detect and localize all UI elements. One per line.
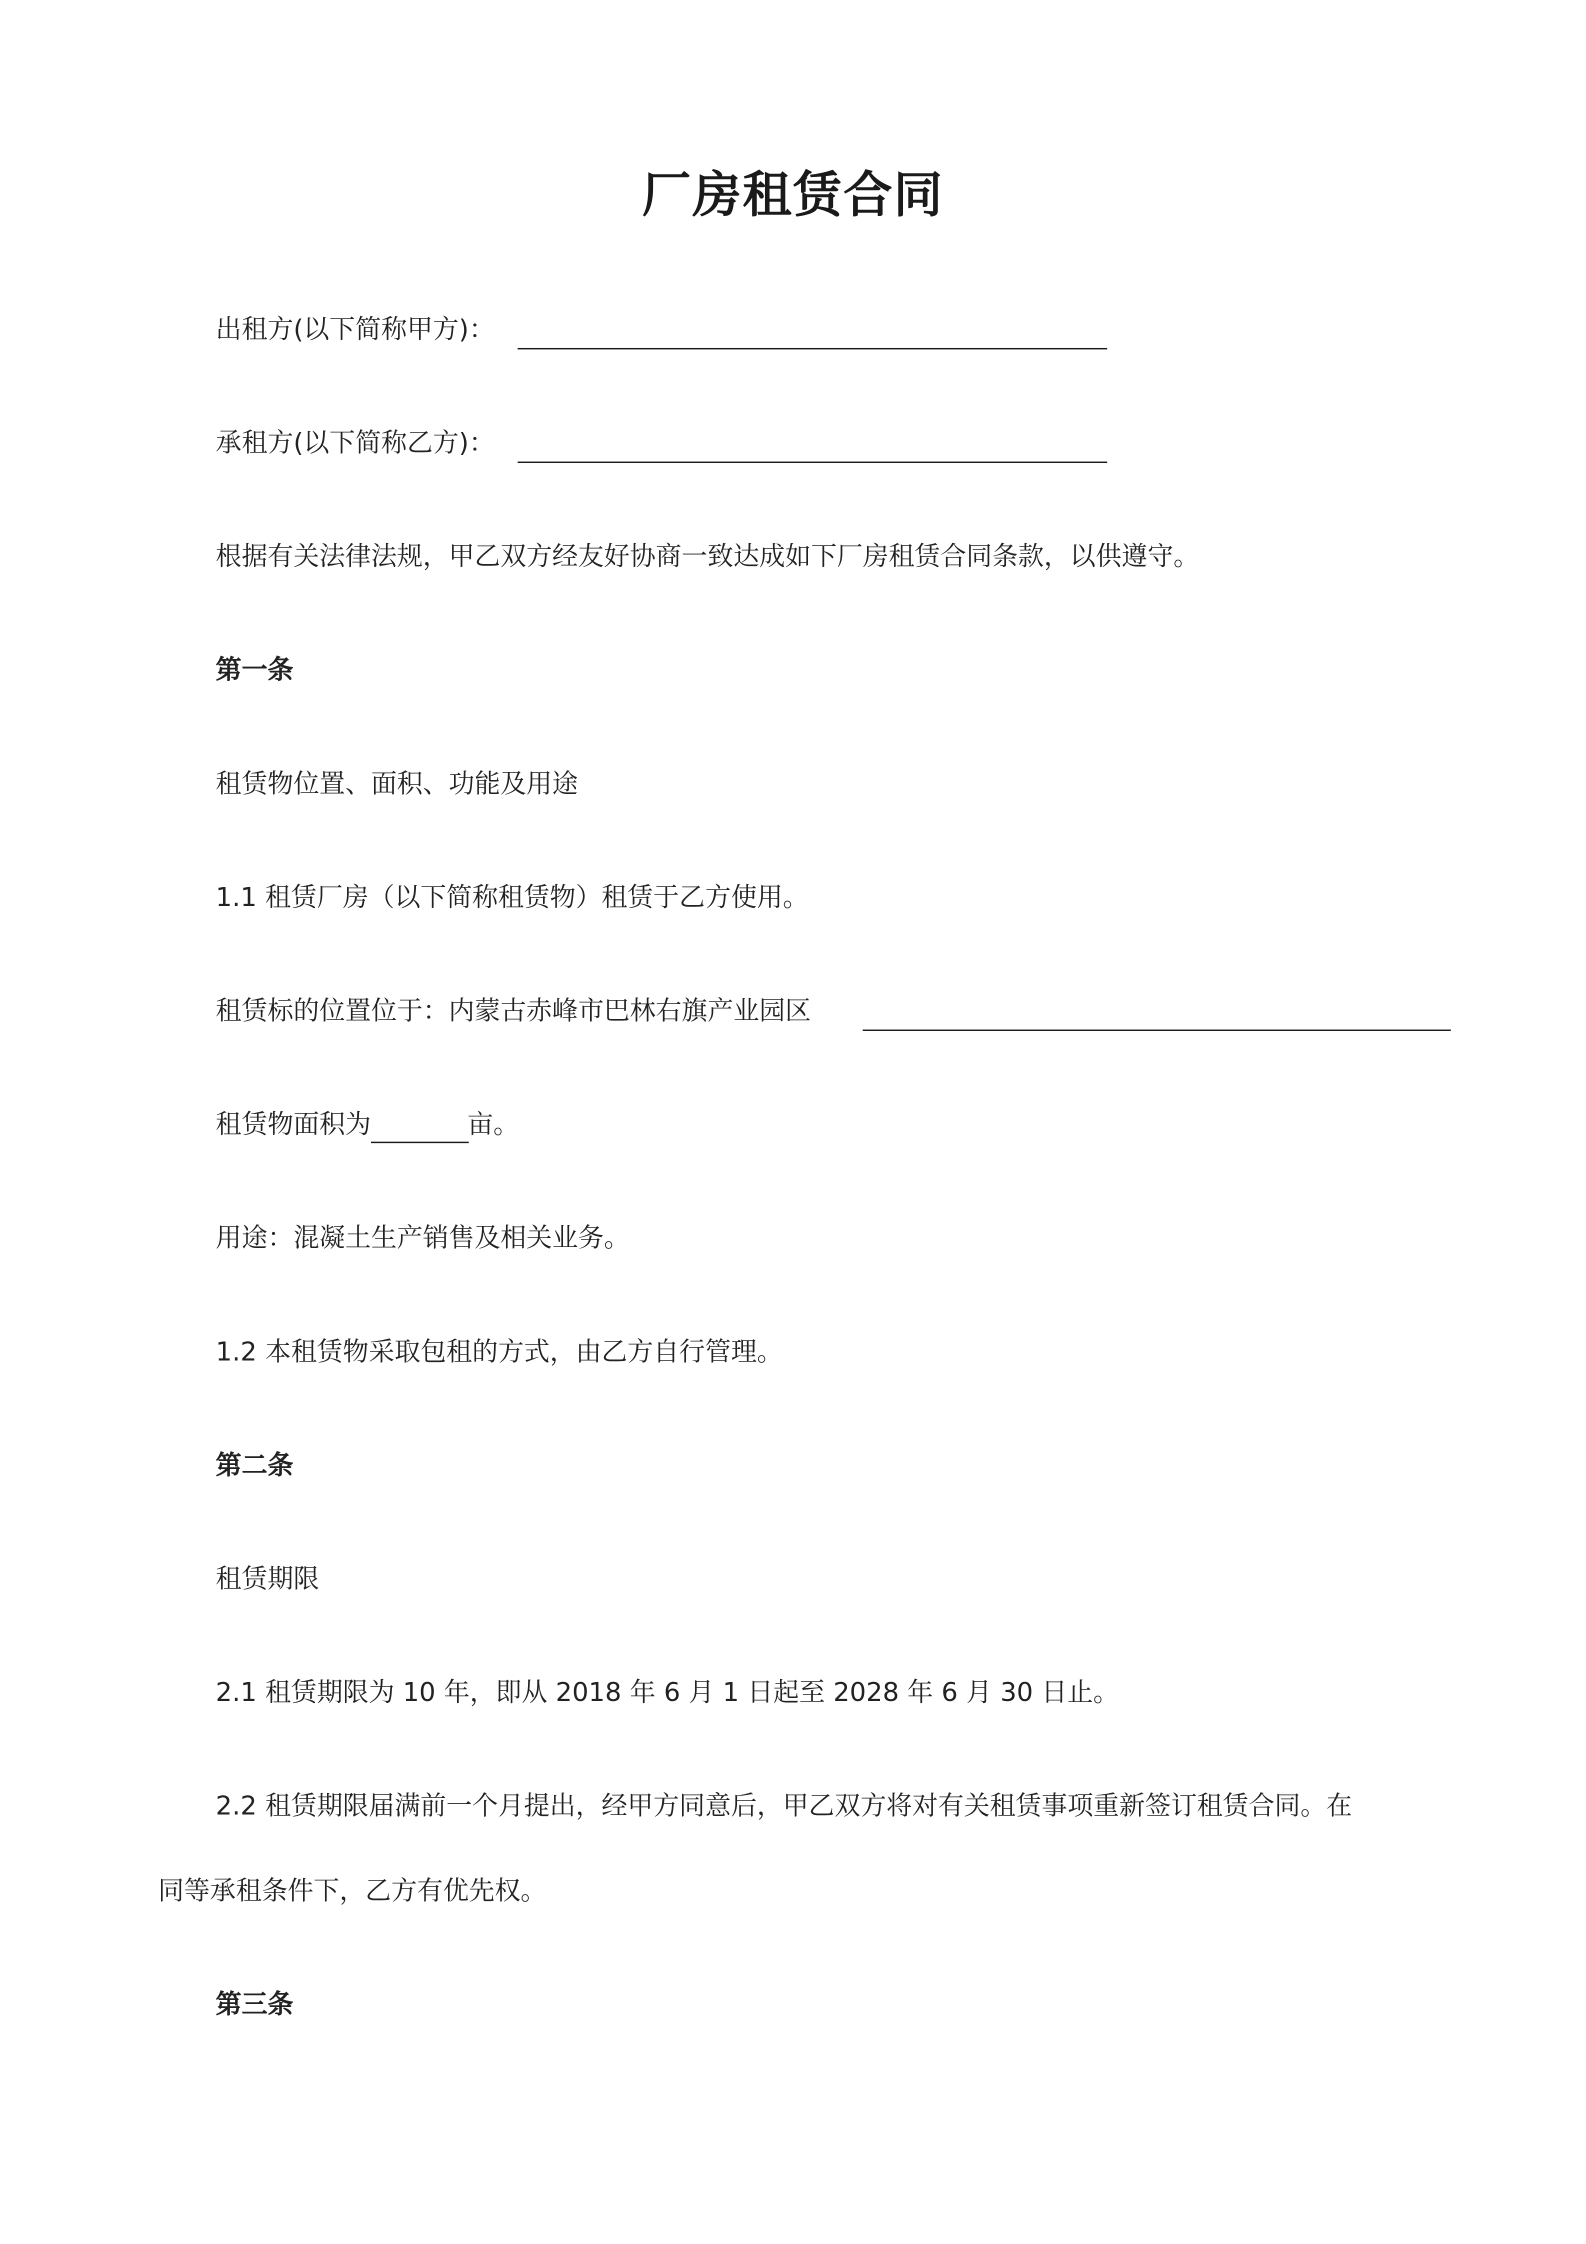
clause-2-2-line-1: 2.2 租赁期限届满前一个月提出，经甲方同意后，甲乙双方将对有关租赁事项重新签订租赁合同。在	[215, 1791, 1353, 1822]
clause-2-2-line-2: 同等承租条件下，乙方有优先权。	[158, 1876, 547, 1907]
article-1-heading: 第一条	[215, 655, 294, 686]
area-line	[216, 1109, 519, 1144]
article-2-subtitle: 租赁期限	[215, 1564, 320, 1595]
lessor-blank-line	[518, 348, 1108, 349]
preamble-text: 根据有关法律法规，甲乙双方经友好协商一致达成如下厂房租赁合同条款，以供遵守。	[215, 542, 1200, 573]
article-1-subtitle: 租赁物位置、面积、功能及用途	[215, 769, 579, 800]
lessee-label: 承租方(以下简称乙方)：	[215, 428, 495, 459]
location-text: 租赁标的位置位于：内蒙古赤峰市巴林右旗产业园区	[215, 996, 811, 1027]
clause-2-1: 2.1 租赁期限为 10 年，即从 2018 年 6 月 1 日起至 2028 年 6 月 30 日止。	[215, 1678, 1120, 1709]
lessee-blank-line	[518, 462, 1108, 463]
article-3-heading: 第三条	[215, 1990, 294, 2021]
usage-text: 用途：混凝土生产销售及相关业务。	[215, 1223, 630, 1254]
location-blank-line	[863, 1030, 1451, 1031]
clause-1-1: 1.1 租赁厂房（以下简称租赁物）租赁于乙方使用。	[215, 882, 809, 914]
lessor-label: 出租方(以下简称甲方)：	[215, 314, 495, 346]
area-unit: 亩。	[467, 1110, 520, 1141]
clause-1-2: 1.2 本租赁物采取包租的方式，由乙方自行管理。	[215, 1337, 783, 1368]
article-2-heading: 第二条	[215, 1450, 294, 1482]
area-blank-line	[371, 1110, 469, 1143]
area-prefix: 租赁物面积为	[215, 1110, 371, 1141]
document-title: 厂房租赁合同	[642, 166, 944, 225]
